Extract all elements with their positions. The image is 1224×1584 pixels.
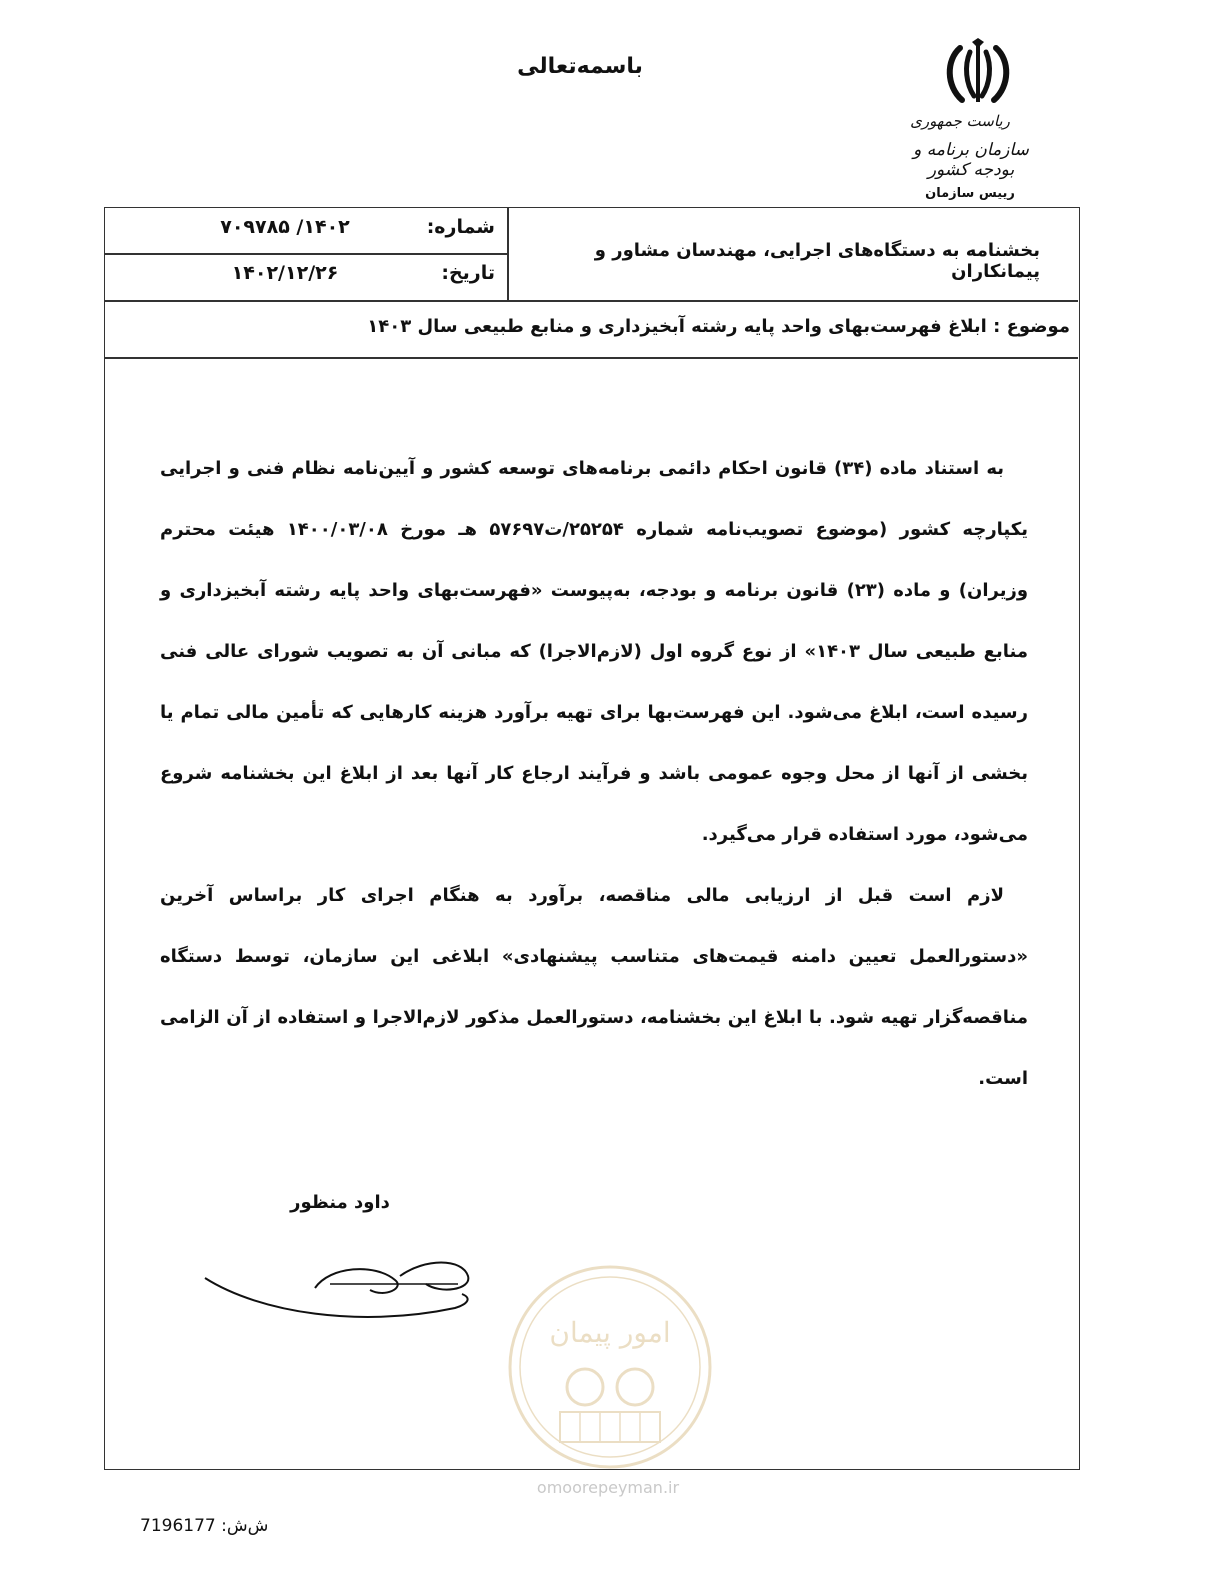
table-divider	[104, 253, 507, 255]
subject-line: موضوع : ابلاغ فهرست‌بهای واحد پایه رشته آبخیزداری و منابع طبیعی سال ۱۴۰۳	[367, 316, 1070, 337]
org-line-presidency: ریاست جمهوری	[910, 112, 1010, 130]
table-divider	[104, 357, 1078, 359]
org-line-organization: سازمان برنامه و بودجه کشور	[913, 140, 1029, 180]
body-paragraph: به استناد ماده (۳۴) قانون احکام دائمی برنامه‌های توسعه کشور و آیین‌نامه نظام فنی و اجرایی یکپارچه کشور (موضوع تصویب‌نامه شماره ۲۵۲۵۴/ت۵۷۶۹۷ هـ مورخ ۱۴۰۰/۰۳/۰۸ هیئت محترم وزیران) و ماده (۲۳) قانون برنامه و بودجه، به‌پیوست «فهرست‌بهای واحد پایه رشته آبخیزداری و منابع طبیعی سال ۱۴۰۳» از نوع گروه اول (لازم‌الاجرا) که مبانی آن به تصویب شورای عالی فنی رسیده است، ابلاغ می‌شود. این فهرست‌بها برای تهیه برآورد هزینه کارهایی که تأمین مالی تمام یا بخشی از آنها از محل وجوه عمومی باشد و فرآیند ارجاع کار آنها بعد از ابلاغ این بخشنامه شروع می‌شود، مورد استفاده قرار می‌گیرد.	[160, 458, 1029, 845]
recipients-line: بخشنامه به دستگاه‌های اجرایی، مهندسان مشاور و پیمانکاران	[594, 240, 1040, 282]
date-label: تاریخ:	[441, 262, 495, 284]
table-divider	[104, 300, 1078, 302]
reference-number: ش‌ش: 7196177	[140, 1516, 269, 1536]
watermark-text: omoorepeyman.ir	[536, 1478, 680, 1497]
signer-name: داود منظور	[290, 1192, 390, 1213]
number-label: شماره:	[426, 216, 495, 238]
org-line-head: رییس سازمان	[925, 186, 1015, 201]
table-divider	[507, 207, 509, 301]
number-value: ۱۴۰۲/ ۷۰۹۷۸۵	[220, 216, 350, 238]
body-paragraph: لازم است قبل از ارزیابی مالی مناقصه، برآورد به هنگام اجرای کار براساس آخرین «دستورالعمل تعیین دامنه قیمت‌های متناسب پیشنهادی» ابلاغی این سازمان، توسط دستگاه مناقصه‌گزار تهیه شود. با ابلاغ این بخشنامه، دستورالعمل مذکور لازم‌الاجرا و استفاده از آن الزامی است.	[160, 885, 1028, 1089]
handwritten-signature	[200, 1258, 490, 1338]
letter-body	[160, 438, 1028, 1109]
company-stamp	[505, 1262, 715, 1472]
bismillah-heading: باسمه‌تعالی	[517, 54, 643, 79]
stamp-text: امور پیمان	[549, 1316, 671, 1349]
date-value: ۱۴۰۲/۱۲/۲۶	[231, 262, 339, 284]
iran-emblem-icon	[938, 38, 1018, 108]
